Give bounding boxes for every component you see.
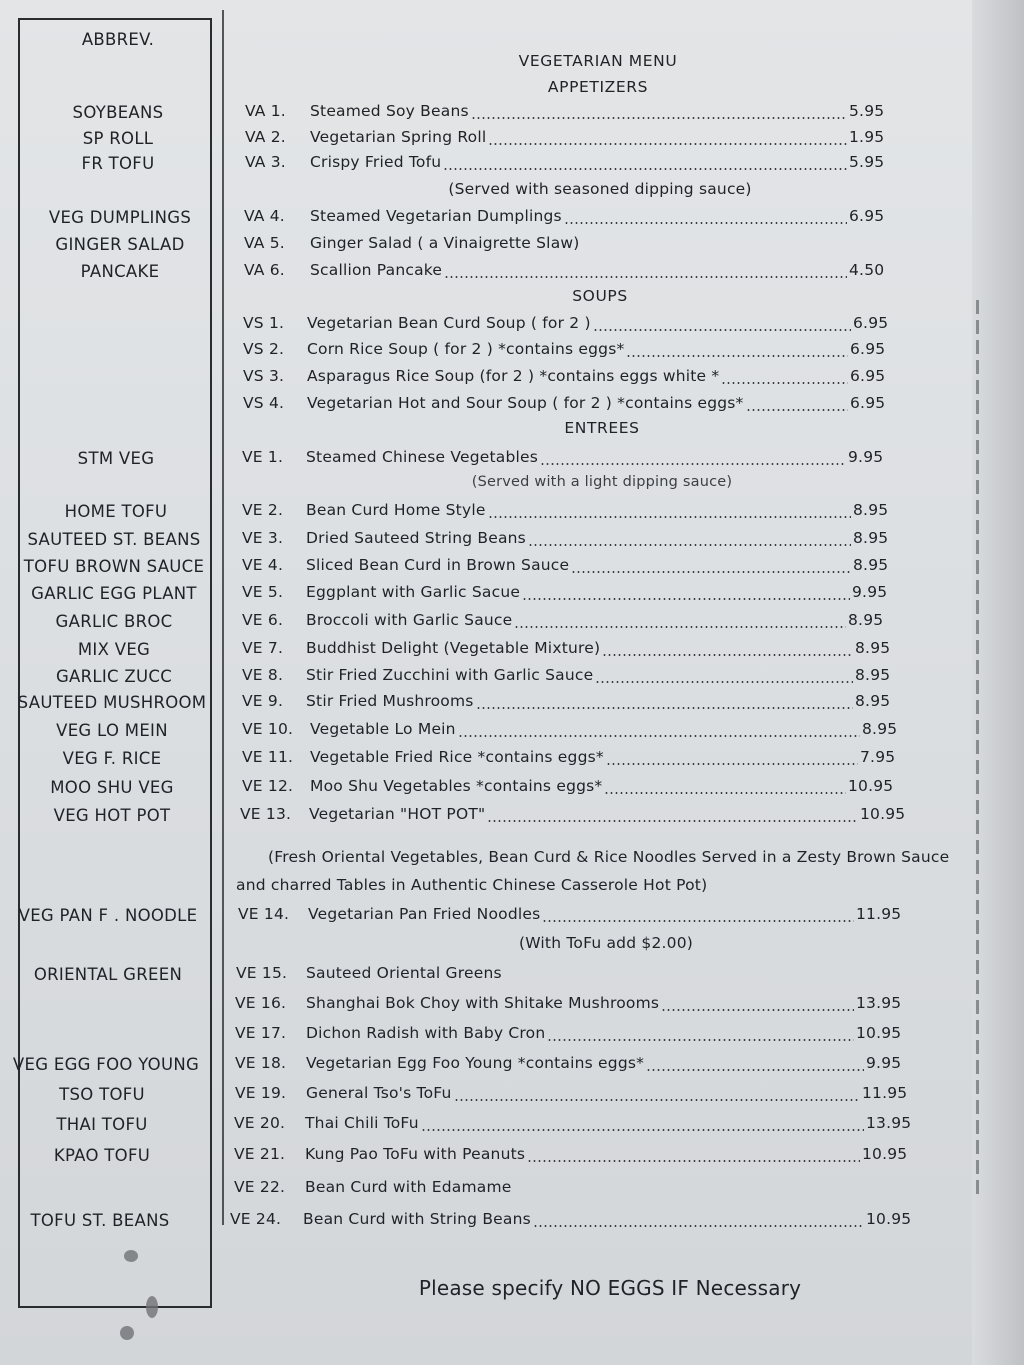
item-price: 6.95	[850, 340, 886, 358]
item-code: VE 18.	[235, 1054, 287, 1072]
item-name: Sauteed Oriental Greens	[306, 964, 502, 982]
item-name: Bean Curd with Edamame	[305, 1178, 512, 1196]
item-name: Steamed Vegetarian Dumplings	[310, 207, 562, 225]
item-name: Bean Curd Home Style	[306, 501, 486, 519]
item-code: VE 16.	[235, 994, 287, 1012]
item-price: 7.95	[860, 748, 896, 766]
item-price: 5.95	[849, 102, 885, 120]
leader-dots	[454, 1099, 860, 1101]
leader-dots	[421, 1129, 864, 1131]
item-name: Asparagus Rice Soup (for 2 ) *contains eggs white *	[307, 367, 720, 385]
item-name: Corn Rice Soup ( for 2 ) *contains eggs*	[307, 340, 625, 358]
leader-dots	[514, 626, 846, 628]
item-code: VA 1.	[245, 102, 286, 120]
item-price: 13.95	[856, 994, 902, 1012]
abbreviation: VEG F. RICE	[62, 749, 162, 768]
item-price: 10.95	[856, 1024, 902, 1042]
leader-dots	[540, 463, 846, 465]
item-price: 8.95	[848, 611, 884, 629]
abbreviation: GARLIC ZUCC	[55, 667, 173, 686]
section-soups: SOUPS	[572, 287, 628, 305]
item-price: 8.95	[855, 666, 891, 684]
item-name: General Tso's ToFu	[306, 1084, 452, 1102]
item-code: VE 17.	[235, 1024, 287, 1042]
item-code: VE 21.	[234, 1145, 286, 1163]
leader-dots	[595, 681, 853, 683]
abbreviation: GARLIC EGG PLANT	[31, 584, 197, 603]
abbreviation: GINGER SALAD	[55, 235, 185, 254]
item-code: VE 2.	[242, 501, 284, 519]
leader-dots	[602, 654, 853, 656]
item-name: Vegetarian Egg Foo Young *contains eggs*	[306, 1054, 645, 1072]
abbreviation: KPAO TOFU	[53, 1146, 151, 1165]
item-price: 1.95	[849, 128, 885, 146]
abbreviation: TOFU ST. BEANS	[30, 1211, 170, 1230]
section-entrees: ENTREES	[564, 419, 640, 437]
abbreviation: MOO SHU VEG	[50, 778, 174, 797]
abbreviation: VEG LO MEIN	[56, 721, 168, 740]
item-name: Vegetarian Spring Roll	[310, 128, 487, 146]
section-appetizers: APPETIZERS	[547, 78, 649, 96]
item-code: VE 11.	[242, 748, 294, 766]
leader-dots	[527, 1160, 860, 1162]
item-price: 6.95	[853, 314, 889, 332]
leader-dots	[476, 707, 853, 709]
item-price: 13.95	[866, 1114, 912, 1132]
abbreviation: VEG PAN F . NOODLE	[18, 906, 198, 925]
item-price: 8.95	[853, 556, 889, 574]
leader-dots	[528, 544, 851, 546]
item-name: Shanghai Bok Choy with Shitake Mushrooms	[306, 994, 660, 1012]
abbreviation: PANCAKE	[80, 262, 160, 281]
item-price: 6.95	[850, 367, 886, 385]
ink-smudge	[120, 1326, 134, 1340]
menu-title: VEGETARIAN MENU	[518, 52, 678, 70]
leader-dots	[542, 920, 854, 922]
leader-dots	[746, 409, 848, 411]
leader-dots	[547, 1039, 854, 1041]
item-code: VE 8.	[242, 666, 284, 684]
leader-dots	[604, 792, 846, 794]
abbreviation: VEG EGG FOO YOUNG	[12, 1055, 200, 1074]
item-name: Vegetarian Pan Fried Noodles	[308, 905, 541, 923]
item-price: 11.95	[856, 905, 902, 923]
ink-smudge	[124, 1250, 138, 1262]
item-name: Bean Curd with String Beans	[303, 1210, 531, 1228]
abbreviation: TSO TOFU	[59, 1085, 145, 1104]
page-edge-shadow	[972, 0, 1024, 1365]
item-name: Broccoli with Garlic Sauce	[306, 611, 513, 629]
abbreviation: HOME TOFU	[64, 502, 168, 521]
item-name: Dried Sauteed String Beans	[306, 529, 526, 547]
leader-dots	[626, 355, 848, 357]
leader-dots	[458, 735, 860, 737]
item-code: VA 2.	[245, 128, 286, 146]
leader-dots	[593, 329, 851, 331]
footer-note: Please specify NO EGGS IF Necessary	[418, 1276, 802, 1300]
item-name: Buddhist Delight (Vegetable Mixture)	[306, 639, 601, 657]
abbreviation: VEG DUMPLINGS	[48, 208, 192, 227]
leader-dots	[443, 168, 847, 170]
item-code: VA 3.	[245, 153, 286, 171]
leader-dots	[533, 1225, 864, 1227]
item-name: Moo Shu Vegetables *contains eggs*	[310, 777, 603, 795]
item-name: Ginger Salad ( a Vinaigrette Slaw)	[310, 234, 580, 252]
item-name: Thai Chili ToFu	[305, 1114, 419, 1132]
abbreviation: SOYBEANS	[72, 103, 164, 122]
item-code: VA 5.	[244, 234, 285, 252]
note-tofu-add: (With ToFu add $2.00)	[518, 934, 694, 952]
item-price: 10.95	[848, 777, 894, 795]
item-code: VA 4.	[244, 207, 285, 225]
item-name: Vegetarian Hot and Sour Soup ( for 2 ) *contains eggs*	[307, 394, 744, 412]
item-code: VE 12.	[242, 777, 294, 795]
item-price: 9.95	[852, 583, 888, 601]
item-code: VE 9.	[242, 692, 284, 710]
leader-dots	[721, 382, 848, 384]
item-code: VE 20.	[234, 1114, 286, 1132]
abbreviation: SAUTEED ST. BEANS	[27, 530, 201, 549]
item-price: 8.95	[853, 501, 889, 519]
abbreviation: TOFU BROWN SAUCE	[23, 557, 205, 576]
item-code: VA 6.	[244, 261, 285, 279]
item-name: Vegetarian "HOT POT"	[309, 805, 486, 823]
abbreviation: VEG HOT POT	[53, 806, 171, 825]
item-price: 10.95	[866, 1210, 912, 1228]
item-price: 4.50	[849, 261, 885, 279]
note-light-dipping-sauce: (Served with a light dipping sauce)	[471, 474, 733, 490]
leader-dots	[488, 516, 851, 518]
item-price: 8.95	[853, 529, 889, 547]
item-name: Crispy Fried Tofu	[310, 153, 442, 171]
abbreviation: STM VEG	[77, 449, 155, 468]
leader-dots	[487, 820, 858, 822]
abbreviation: SAUTEED MUSHROOM	[17, 693, 207, 712]
item-name: Vegetable Lo Mein	[310, 720, 456, 738]
leader-dots	[488, 143, 847, 145]
item-price: 6.95	[849, 207, 885, 225]
item-name: Eggplant with Garlic Sacue	[306, 583, 521, 601]
note-hot-pot-line1: (Fresh Oriental Vegetables, Bean Curd & Rice Noodles Served in a Zesty Brown Sauce	[268, 848, 950, 866]
item-code: VE 3.	[242, 529, 284, 547]
item-code: VE 15.	[236, 964, 288, 982]
leader-dots	[606, 763, 858, 765]
item-name: Dichon Radish with Baby Cron	[306, 1024, 546, 1042]
item-code: VE 24.	[230, 1210, 282, 1228]
item-price: 10.95	[860, 805, 906, 823]
abbreviation: ORIENTAL GREEN	[33, 965, 183, 984]
item-price: 8.95	[855, 692, 891, 710]
leader-dots	[571, 571, 851, 573]
item-name: Steamed Soy Beans	[310, 102, 469, 120]
leader-dots	[522, 598, 850, 600]
item-price: 9.95	[866, 1054, 902, 1072]
column-divider	[222, 10, 224, 1225]
item-price: 9.95	[848, 448, 884, 466]
item-name: Steamed Chinese Vegetables	[306, 448, 539, 466]
page-edge-rule	[976, 300, 979, 1200]
leader-dots	[661, 1009, 854, 1011]
item-price: 5.95	[849, 153, 885, 171]
item-code: VE 10.	[242, 720, 294, 738]
item-code: VE 22.	[234, 1178, 286, 1196]
abbreviation: THAI TOFU	[56, 1115, 148, 1134]
item-name: Vegetarian Bean Curd Soup ( for 2 )	[307, 314, 591, 332]
item-code: VE 13.	[240, 805, 292, 823]
leader-dots	[646, 1069, 864, 1071]
item-code: VE 4.	[242, 556, 284, 574]
item-code: VE 6.	[242, 611, 284, 629]
item-price: 8.95	[862, 720, 898, 738]
note-dipping-sauce: (Served with seasoned dipping sauce)	[448, 180, 752, 198]
item-code: VS 3.	[243, 367, 285, 385]
item-code: VS 2.	[243, 340, 285, 358]
abbreviation: SP ROLL	[82, 129, 154, 148]
leader-dots	[471, 117, 847, 119]
abbreviation: FR TOFU	[81, 154, 155, 173]
item-name: Stir Fried Zucchini with Garlic Sauce	[306, 666, 594, 684]
abbreviation: GARLIC BROC	[55, 612, 173, 631]
item-code: VE 14.	[238, 905, 290, 923]
item-code: VS 1.	[243, 314, 285, 332]
abbrev-header: ABBREV.	[81, 30, 155, 49]
item-name: Vegetable Fried Rice *contains eggs*	[310, 748, 604, 766]
item-name: Scallion Pancake	[310, 261, 443, 279]
item-price: 11.95	[862, 1084, 908, 1102]
item-name: Kung Pao ToFu with Peanuts	[305, 1145, 526, 1163]
leader-dots	[444, 276, 847, 278]
item-name: Stir Fried Mushrooms	[306, 692, 474, 710]
item-name: Sliced Bean Curd in Brown Sauce	[306, 556, 570, 574]
item-code: VS 4.	[243, 394, 285, 412]
ink-smudge	[146, 1296, 158, 1318]
note-hot-pot-line2: and charred Tables in Authentic Chinese Casserole Hot Pot)	[236, 876, 708, 894]
abbreviation: MIX VEG	[77, 640, 151, 659]
item-price: 10.95	[862, 1145, 908, 1163]
item-code: VE 19.	[235, 1084, 287, 1102]
item-price: 6.95	[850, 394, 886, 412]
item-code: VE 1.	[242, 448, 284, 466]
item-code: VE 5.	[242, 583, 284, 601]
item-price: 8.95	[855, 639, 891, 657]
leader-dots	[564, 222, 847, 224]
item-code: VE 7.	[242, 639, 284, 657]
